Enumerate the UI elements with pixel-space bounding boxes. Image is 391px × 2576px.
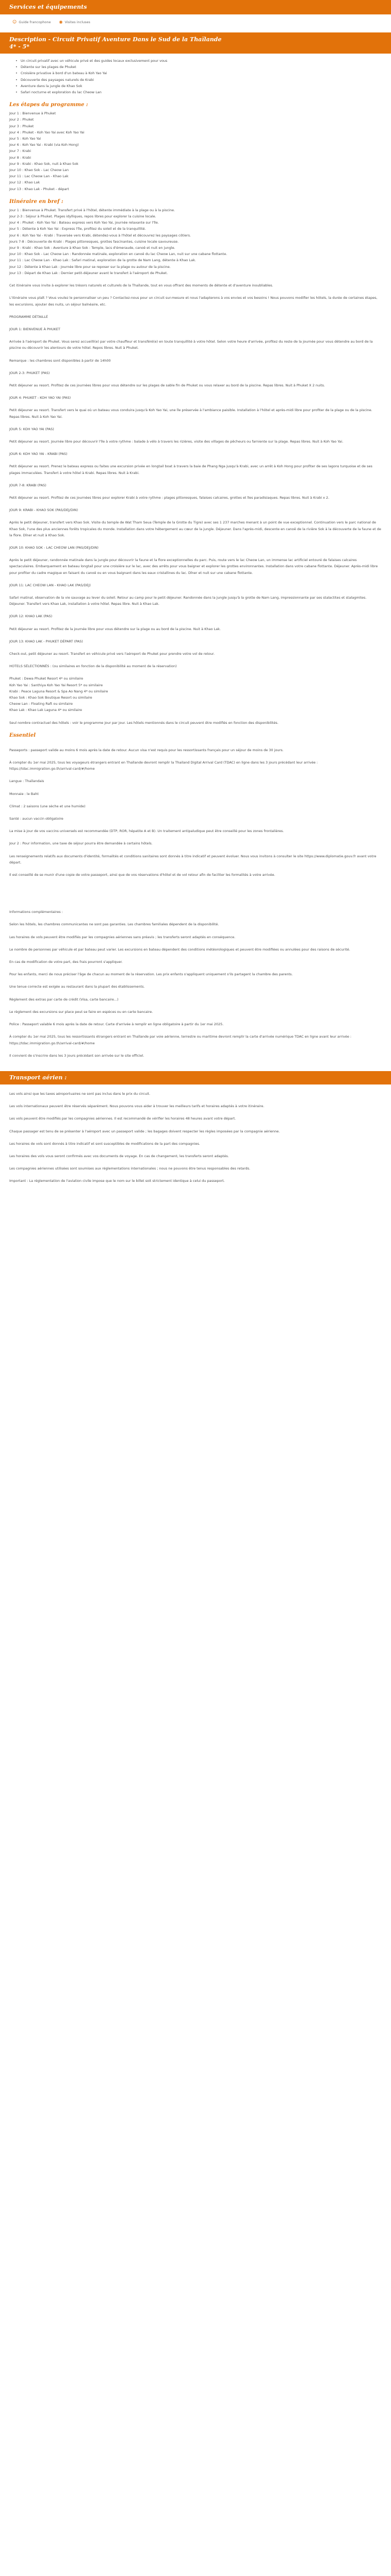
highlight-item: • Croisière privative à bord d'un bateau à Koh Yao Yai [21,70,382,76]
day-text: Petit déjeuner au resort. Profitez de la journée libre pour vous détendre sur la plage ou au bord de la piscine. Nuit à Khao Lak. [9,626,221,631]
essential-paragraph: Les renseignements relatifs aux documents d'identité, formalités et conditions sanitaires sont donnés à titre indicatif et peuvent évoluer. Nous vous invitons à consulter le site https://www.diplomatie.gouv.fr avant votre départ. [9,854,377,865]
summary-line: Jour 2 : Phuket [9,117,34,122]
day-heading: JOUR 10: KHAO SOK - LAC CHEOW LAN (PAS/DEJ/DIN) [9,545,99,550]
detail-line: Jour 4 : Phuket - Koh Yao Yai : Bateau express vers Koh Yao Yai, journée relaxante sur l'île. [9,221,159,225]
transport-paragraph: Les horaires des vols vous seront confirmés avec vos documents de voyage. En cas de changement, les transferts seront adaptés. [9,1154,229,1158]
transport-paragraph: Les vols internationaux peuvent être réservés séparément. Nous pouvons vous aider à trouver les meilleurs tarifs et horaires adaptés à votre itinéraire. [9,1104,265,1109]
essential-section [9,741,382,878]
day-heading: JOUR 6: KOH YAO YAI - KRABI (PAS) [9,452,68,456]
itinerary-summary [9,110,382,192]
summary-line: Jour 4 : Phuket - Koh Yao Yai avec Koh Yao Yai [9,130,85,134]
summary-line: Jour 10 : Khao Sok - Lac Cheow Lan [9,168,69,173]
transport-paragraph: Les vols ainsi que les taxes aéroportuaires ne sont pas inclus dans le prix du circuit. [9,1091,151,1096]
summary-line: Jour 11 : Lac Cheow Lan - Khao Lak [9,174,69,179]
highlight-item: • Aventure dans la jungle de Khao Sok [21,83,382,89]
hotel-line: Koh Yao Yai : Santhiya Koh Yao Yai Resort 5* ou similaire [9,683,103,687]
day-heading: JOUR 11: LAC CHEOW LAN - KHAO LAK (PAS/DEJ) [9,583,91,587]
essential-paragraph: Passeports : passeport valide au moins 6 mois après la date de retour. Aucun visa n'est requis pour les ressortissants français pour un séjour de moins de 30 jours. [9,748,284,752]
day-text: Après le petit déjeuner, randonnée matinale dans la jungle pour découvrir la faune et la flore exceptionnelles du parc. Puis, route vers le lac Cheow Lan, un immense lac artificiel entouré de falaises calcaires spectaculaires. Embarquement en bateau longtail pour une croisière sur le lac, avec des arrêts pour vous baigner et explorer les grottes environnantes. Installation dans votre cabane flottante. Déjeuner. Après-midi libre pour profiter du cadre magique en faisant du canoë ou en vous baignant dans les eaux cristallines du lac. Dîner et nuit sur une cabane flottante. [9,558,378,575]
detail-line: Jour 5 : Détente à Koh Yao Yai : Express l'île, profitez du soleil et de la tranquillité. [9,227,146,231]
summary-line: Jour 7 : Krabi [9,149,31,154]
description-subtitle: 4* - 5* [9,43,30,50]
guide-icon: ☺ [12,19,17,24]
detail-line: L'itinéraire vous plaît ? Vous voulez le personnaliser un peu ? Contactez-nous pour un circuit sur-mesure et nous l'adapterons à vos envies et vos besoins ! Nous pouvons modifier les hôtels, la durée de certaines étapes, les excursions, ajouter des nuits, un séjour balnéaire, etc. [9,296,378,307]
day-heading: JOUR 1: BIENVENUE À PHUKET [9,327,60,331]
detail-line: Jour 1 : Bienvenue à Phuket. Transfert privé à l'hôtel, détente immédiate à la plage ou à la piscine. [9,208,175,212]
description-header [0,32,391,54]
summary-line: Jour 8 : Krabi [9,155,31,160]
day-heading: JOUR 7-8: KRABI (PAS) [9,483,46,487]
detail-line: Jour 10 : Khao Sok - Lac Cheow Lan : Randonnée matinale, exploration en canoë du lac Cheow Lan, nuit sur une cabane flottante. [9,252,227,257]
badge-guide [12,19,51,25]
transport-paragraph: Important : La réglementation de l'aviation civile impose que le nom sur le billet soit strictement identique à celui du passeport. [9,1179,225,1183]
services-header [0,0,391,14]
highlight-item: • Safari nocturne et exploration du lac Cheow Lan [21,89,382,95]
transport-paragraph: Les horaires de vols sont donnés à titre indicatif et sont susceptibles de modifications de la part des compagnies. [9,1141,200,1146]
program-title: PROGRAMME DÉTAILLÉ [9,314,48,319]
complementary-paragraph: Une tenue correcte est exigée au restaurant dans la plupart des établissements. [9,985,145,989]
hotels-list [9,669,382,713]
hotel-line: Khao Lak : Khao Lak Laguna 4* ou similaire [9,708,83,713]
itinerary-detail [9,207,382,308]
essential-paragraph: Monnaie : le Baht [9,791,39,796]
badge-visits-label: Visites incluses [64,20,90,24]
detail-line: Jour 12 : Détente à Khao Lak : Journée libre pour se reposer sur la plage ou autour de la piscine. [9,264,171,269]
hotel-line: Khao Sok : Khao Sok Boutique Resort ou similaire [9,696,92,700]
summary-line: Jour 9 : Krabi - Khao Sok, nuit à Khao Sok [9,161,78,166]
essential-paragraph: Jour 2 : Pour information, une taxe de séjour pourra être demandée à certains hôtels. [9,841,153,846]
detail-line: Jour 9 : Krabi - Khao Sok : Aventure à Khao Sok : Temple, lacs d'émeraude, canoë et nuit en jungle. [9,246,175,250]
transport-paragraph: Les vols peuvent être modifiés par les compagnies aériennes. Il est recommandé de vérifier les horaires 48 heures avant votre départ. [9,1116,236,1121]
day-text: Petit déjeuner au resort. Transfert vers le quai où un bateau vous conduira jusqu'à Koh Yao Yai, une île préservée à l'ambiance paisible. Installation à l'hôtel et après-midi libre pour profiter de la plage ou de la piscine. Repas libres. Nuit à Koh Yao Yai. [9,408,372,419]
services-title: Services et équipements [9,4,87,10]
complementary-paragraph: Pour les enfants, merci de nous préciser l'âge de chacun au moment de la réservation. Les prix enfants s'appliquent uniquement s'ils partagent la chambre des parents. [9,972,293,977]
highlight-item: • Un circuit privatif avec un véhicule privé et des guides locaux exclusivement pour vous [21,58,382,64]
highlight-item: • Détente sur les plages de Phuket [21,64,382,70]
day-heading: JOUR 2-3: PHUKET (PAS) [9,370,50,375]
day-text: Petit déjeuner au resort. Journée libre pour découvrir l'île à votre rythme : balade à vélo à travers les rizières, visite des villages de pêcheurs ou farniente sur la plage. Repas libres. Nuit à Koh Yao Yai. [9,439,344,444]
detail-line: Jours 7-8 : Découverte de Krabi : Plages pittoresques, grottes fascinantes, cuisine locale savoureuse. [9,239,179,244]
hotels-note: Seul nombre contractuel des hôtels : voir le programme jour par jour. Les hôtels mentionnés dans le circuit peuvent être modifiés en fonction des disponibilités. [9,720,279,725]
complementary-section [9,915,382,1058]
content [0,58,391,1059]
essential-paragraph: À compter du 1er mai 2025, tous les voyageurs étrangers entrant en Thaïlande devront remplir la Thailand Digital Arrival Card (TDAC) en ligne dans les 3 jours précédant leur arrivée : https://tdac.immigration.go.th/arrival-card/#/home [9,760,318,771]
program-days [9,320,382,657]
detail-line: Jour 11 : Lac Cheow Lan - Khao Lak : Safari matinal, exploration de la grotte de Nam Lang, détente à Khao Lak. [9,258,196,263]
day-text: Petit déjeuner au resort. Profitez de ces journées libres pour vous détendre sur les plages de sable fin de Phuket ou vous relaxer au bord de la piscine. Repas libres. Nuit à Phuket X 2 nuits. [9,383,325,387]
badges-row [0,14,391,26]
itinerary-summary-title: Les étapes du programme : [9,102,88,108]
itinerary-detail-title: Itinéraire en bref : [9,198,63,205]
hotel-line: Phuket : Dewa Phuket Resort 4* ou similaire [9,676,84,681]
day-heading: JOUR 13: KHAO LAK - PHUKET DÉPART (PAS) [9,639,83,643]
day-text: Check-out, petit déjeuner au resort. Transfert en véhicule privé vers l'aéroport de Phuket pour prendre votre vol de retour. [9,652,215,656]
complementary-paragraph: Selon les hôtels, les chambres communicantes ne sont pas garanties. Les chambres familiales dépendent de la disponibilité. [9,922,219,927]
essential-paragraph: Langue : Thaïlandais [9,779,44,784]
summary-line: Jour 13 : Khao Lak - Phuket - départ [9,187,69,191]
summary-line: Jour 5 : Koh Yao Yai [9,137,41,141]
day-heading: JOUR 9: KRABI - KHAO SOK (PAS/DEJ/DIN) [9,508,78,513]
badge-guide-label: Guide francophone [19,20,51,24]
day-text: Arrivée à l'aéroport de Phuket. Vous serez accueilli(e) par votre chauffeur et transféré(e) en toute tranquillité à votre hôtel. Selon votre heure d'arrivée, profitez du reste de la journée pour vous détendre au bord de la piscine ou découvrir les alentours de votre hôtel. Repos libres. Nuit à Phuket. [9,340,373,350]
detail-line: Jour 6 : Koh Yao Yai - Krabi : Traversée vers Krabi, détendez-vous à l'hôtel et découvrez les paysages côtiers. [9,233,191,238]
complementary-paragraph: À compter du 1er mai 2025, tous les ressortissants étrangers entrant en Thaïlande par voie aérienne, terrestre ou maritime devront remplir la carte d'arrivée numérique TDAC en ligne avant leur arrivée : https://tdac.immigration.go.th/arrival-card/#/home [9,1035,352,1045]
complementary-paragraph: Le nombre de personnes par véhicule et par bateau peut varier. Les excursions en bateau dépendent des conditions météorologiques et peuvent être modifiées ou annulées pour des raisons de sécurité. [9,947,350,952]
transport-paragraph: Chaque passager est tenu de se présenter à l'aéroport avec un passeport valide ; les bagages doivent respecter les règles imposées par la compagnie aérienne. [9,1129,280,1133]
description-title: Description - Circuit Privatif Aventure Dans le Sud de la Thaïlande [9,36,222,43]
day-text: Safari matinal, observation de la vie sauvage au lever du soleil. Retour au camp pour le petit déjeuner. Randonnée dans la jungle jusqu'à la grotte de Nam Lang, impressionnante par ses stalactites et stalagmites. Déjeuner. Transfert vers Khao Lak, installation à votre hôtel. Repas libre. Nuit à Khao Lak. [9,595,367,606]
highlight-item: • Découverte des paysages naturels de Krabi [21,77,382,83]
summary-line: Jour 3 : Phuket [9,124,34,128]
visa-icon: ◉ [59,19,63,24]
complementary-paragraph: Police : Passeport valable 6 mois après la date de retour. Carte d'arrivée à remplir en ligne obligatoire à partir du 1er mai 2025. [9,1022,224,1027]
hotel-line: Cheow Lan : Floating Raft ou similaire [9,702,73,706]
detail-line: Cet itinéraire vous invite à explorer les trésors naturels et culturels de la Thaïlande, tout en vous offrant des moments de détente et d'aventure inoubliables. [9,283,273,288]
complementary-paragraph: En cas de modification de votre part, des frais pourront s'appliquer. [9,960,123,964]
transport-section [9,1084,382,1184]
day-text: Après le petit déjeuner, transfert vers Khao Sok. Visite du temple de Wat Tham Seua (Temple de la Grotte du Tigre) avec ses 1 237 marches menant à un point de vue exceptionnel. Continuation vers le parc national de Khao Sok, l'une des plus anciennes forêts tropicales du monde. Installation dans votre hébergement au cœur de la jungle. Déjeuner. Dans l'après-midi, descente en canoë de la rivière Sok à la découverte de la faune et de la flore. Dîner et nuit à Khao Sok. [9,520,381,537]
complementary-paragraph: Le règlement des excursions sur place peut se faire en espèces ou en carte bancaire. [9,1009,153,1014]
detail-line: Jour 13 : Départ de Khao Lak : Dernier petit-déjeuner avant le transfert à l'aéroport de Phuket. [9,270,168,275]
essential-paragraph: La mise à jour de vos vaccins universels est recommandée (DTP, ROR, hépatite A et B). Un traitement antipaludique peut être conseillé pour les zones frontalières. [9,829,284,834]
transport-header [0,1071,391,1084]
summary-line: Jour 6 : Koh Yao Yai - Krabi (via Koh Hong) [9,143,79,147]
page [0,0,391,1184]
complementary-paragraph: Les horaires de vols peuvent être modifiés par les compagnies aériennes sans préavis ; les transferts seront adaptés en conséquence. [9,935,236,939]
day-text: Petit déjeuner au resort. Prenez le bateau express ou faites une excursion privée en longtail boat à travers la baie de Phang Nga jusqu'à Krabi, avec un arrêt à Koh Hong pour profiter de ses lagons turquoise et de ses plages immaculées. Transfert à votre hôtel à Krabi. Repas libres. Nuit à Krabi. [9,464,372,475]
highlights-list [9,58,382,95]
essential-title: Essentiel [9,732,36,738]
day-heading: JOUR 5: KOH YAO YAI (PAS) [9,427,54,431]
day-heading: JOUR 12: KHAO LAK (PAS) [9,614,53,619]
summary-line: Jour 1 : Bienvenue à Phuket [9,111,56,116]
day-text: Petit déjeuner au resort. Profitez de ces journées libres pour explorer Krabi à votre rythme : plages pittoresques, falaises calcaires, grottes et îles paradisiaques. Repas libres. Nuit à Krabi x 2. [9,495,330,500]
detail-line: Jour 2-3 : Séjour à Phuket. Plages idylliques, repos libres pour explorer la cuisine locale. [9,214,156,219]
hotel-line: Krabi : Peace Laguna Resort & Spa Ao Nang 4* ou similaire [9,689,108,693]
complementary-title: Informations complémentaires : [9,910,63,914]
hotels-heading: HOTELS SÉLECTIONNÉS : (ou similaires en fonction de la disponibilité au moment de la réservation) [9,664,177,669]
transport-title: Transport aérien : [9,1074,67,1081]
complementary-paragraph: Il convient de s'inscrire dans les 3 jours précédant son arrivée sur le site officiel. [9,1053,144,1058]
transport-content [0,1084,391,1184]
transport-paragraph: Les compagnies aériennes utilisées sont soumises aux réglementations internationales ; nous ne pouvons être tenus responsables des retards. [9,1166,251,1171]
day-heading: JOUR 4: PHUKET - KOH YAO YAI (PAS) [9,396,71,400]
day-note: Remarque : les chambres sont disponibles à partir de 14h00 [9,358,111,363]
badge-visits [59,19,90,25]
summary-line: Jour 12 : Khao Lak [9,180,40,185]
essential-paragraph: Climat : 2 saisons (une sèche et une humide) [9,804,86,808]
essential-paragraph: Santé : aucun vaccin obligatoire [9,817,63,821]
essential-paragraph: Il est conseillé de se munir d'une copie de votre passeport, ainsi que de vos réservations d'hôtel et de vol retour afin de faciliter les formalités à votre arrivée. [9,873,275,877]
complementary-paragraph: Règlement des extras par carte de crédit (Visa, carte bancaire...) [9,997,119,1002]
